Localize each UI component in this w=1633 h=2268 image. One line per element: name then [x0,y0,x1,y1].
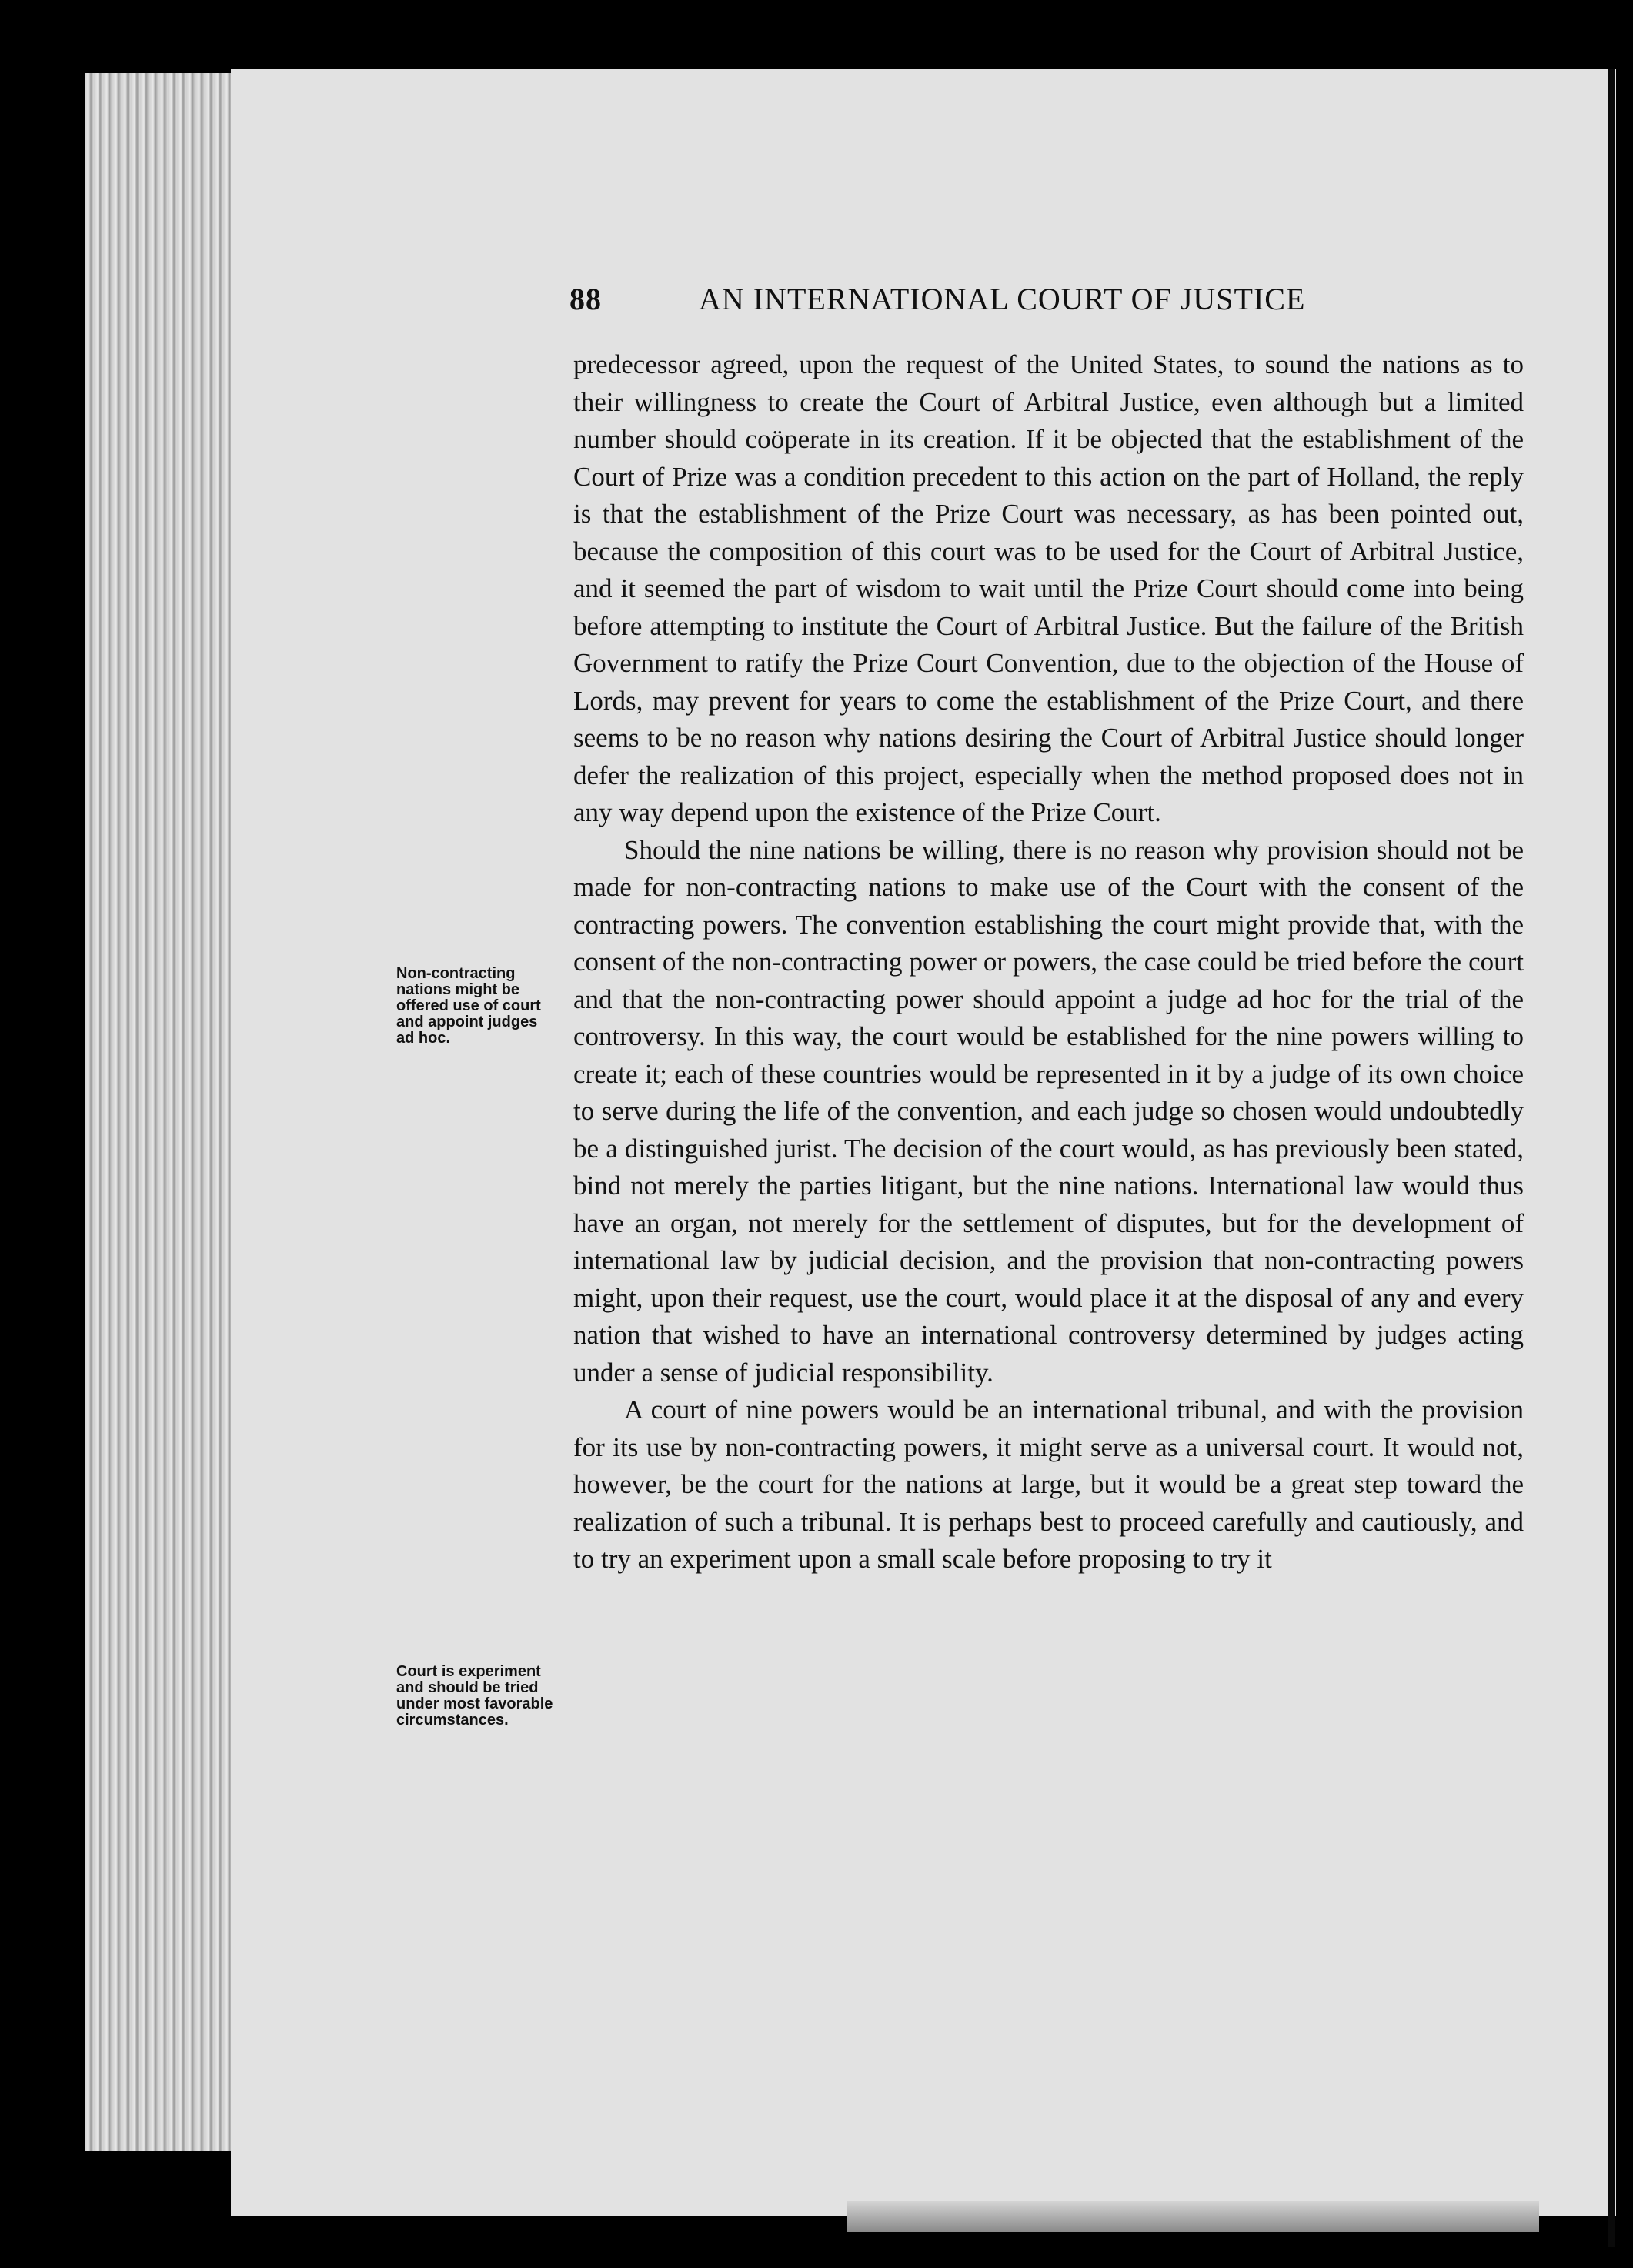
running-header [569,281,1516,327]
page-gutter-shadow [1608,69,1615,2247]
margin-note: Court is experiment and should be tried under most favorable circumstances. [396,1663,553,1729]
page-number: 88 [569,282,602,316]
body-text [573,346,1524,1578]
running-title: AN INTERNATIONAL COURT OF JUSTICE [699,282,1306,316]
page-bottom-shadow [847,2201,1539,2232]
paragraph: Should the nine nations be willing, there is no reason why provision should not be made for non-contracting nations to make use of the Court with the consent of the contracting powers. The convention establishing the court might provide that, with the consent of the non-contracting power or powers, the case could be tried before the court and that the non-contracting power should appoint a judge ad hoc for the trial of the controversy. In this way, the court would be established for the nine powers willing to create it; each of these countries would be represented in it by a judge of its own choice to serve during the life of the convention, and each judge so chosen would undoubtedly be a distinguished jurist. The decision of the court would, as has previously been stated, bind not merely the parties litigant, but the nine nations. International law would thus have an organ, not merely for the settlement of disputes, but for the development of international law by judicial decision, and the provision that non-contracting powers might, upon their request, use the court, would place it at the disposal of any and every nation that wished to have an international controversy determined by judges acting under a sense of judicial responsibility. [573,834,1524,1388]
paragraph: predecessor agreed, upon the request of the United States, to sound the nations as to their willingness to create the Court of Arbitral Justice, even although but a limited number should coöperate in its creation. If it be objected that the establishment of the Court of Prize was a condition precedent to this action on the part of Holland, the reply is that the establishment of the Prize Court was necessary, as has been pointed out, because the composition of this court was to be used for the Court of Arbitral Justice, and it seemed the part of wisdom to wait until the Prize Court should come into being before attempting to institute the Court of Arbitral Justice. But the failure of the British Government to ratify the Prize Court Convention, due to the objection of the House of Lords, may prevent for years to come the establishment of the Prize Court, and there seems to be no reason why nations desiring the Court of Arbitral Justice should longer defer the realization of this project, especially when the method proposed does not in any way depend upon the existence of the Prize Court. [573,349,1524,827]
margin-note: Non-contracting nations might be offered use of court and appoint judges ad hoc. [396,965,541,1047]
book-page-edges [85,73,239,2151]
paragraph: A court of nine powers would be an international tribunal, and with the provision for its use by non-contracting powers, it might serve as a universal court. It would not, however, be the court for the nations at large, but it would be a great step toward the realization of such a tribunal. It is perhaps best to proceed carefully and cautiously, and to try an experiment upon a small scale before proposing to try it [573,1395,1524,1574]
